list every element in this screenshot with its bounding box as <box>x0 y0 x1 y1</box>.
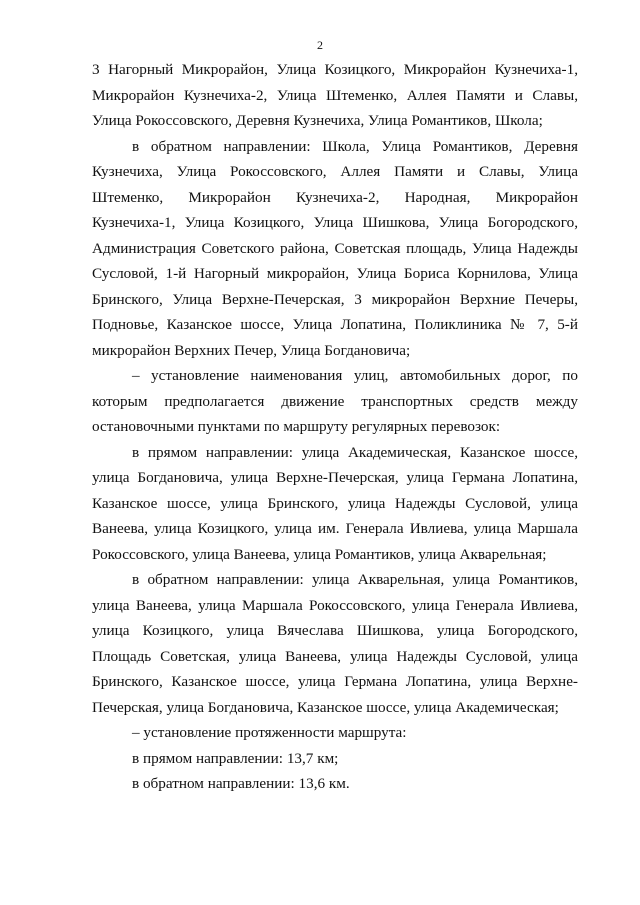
paragraph-route-reverse-stops: в обратном направлении: Школа, Улица Романтиков, Деревня Кузнечиха, Улица Рокоссовского, Аллея Памяти и Славы, Улица Штеменко, Микрорайон Кузнечиха-2, Народная, Микрорайон Кузнечиха-1, Улица Козицкого, Улица Шишкова, Улица Богородского, Администрация Советского района, Советская площадь, Улица Надежды Сусловой, 1-й Нагорный микрорайон, Улица Бориса Корнилова, Улица Бринского, Улица Верхне-Печерская, 3 микрорайон Верхние Печеры, Подновье, Казанское шоссе, Улица Лопатина, Поликлиника № 7, 5-й микрорайон Верхних Печер, Улица Богдановича; <box>92 137 578 359</box>
paragraph-length-heading: – установление протяженности маршрута: <box>132 724 407 741</box>
paragraph-streets-forward: в прямом направлении: улица Академическая, Казанское шоссе, улица Богдановича, улица Верхне-Печерская, улица Германа Лопатина, Казанское шоссе, улица Бринского, улица Надежды Сусловой, улица Ванеева, улица Козицкого, улица им. Генерала Ивлиева, улица Маршала Рокоссовского, улица Ванеева, улица Романтиков, улица Акварельная; <box>92 443 578 563</box>
paragraph-streets-reverse: в обратном направлении: улица Акварельная, улица Романтиков, улица Ванеева, улица Маршала Рокоссовского, улица Генерала Ивлиева, улица Козицкого, улица Вячеслава Шишкова, улица Богородского, Площадь Советская, улица Ванеева, улица Надежды Сусловой, улица Бринского, Казанское шоссе, улица Германа Лопатина, улица Верхне-Печерская, улица Богдановича, Казанское шоссе, улица Академическая; <box>92 571 578 716</box>
paragraph-streets-heading: – установление наименования улиц, автомобильных дорог, по которым предполагается движение транспортных средств между остановочными пунктами по маршруту регулярных перевозок: <box>92 367 578 435</box>
page-number: 2 <box>317 38 323 52</box>
document-body <box>92 57 578 797</box>
paragraph-length-reverse: в обратном направлении: 13,6 км. <box>132 775 350 792</box>
paragraph-length-forward: в прямом направлении: 13,7 км; <box>132 749 339 767</box>
paragraph-route-forward-end: 3 Нагорный Микрорайон, Улица Козицкого, Микрорайон Кузнечиха-1, Микрорайон Кузнечиха-2, Улица Штеменко, Аллея Памяти и Славы, Улица Рокоссовского, Деревня Кузнечиха, Улица Романтиков, Школа; <box>92 61 578 129</box>
